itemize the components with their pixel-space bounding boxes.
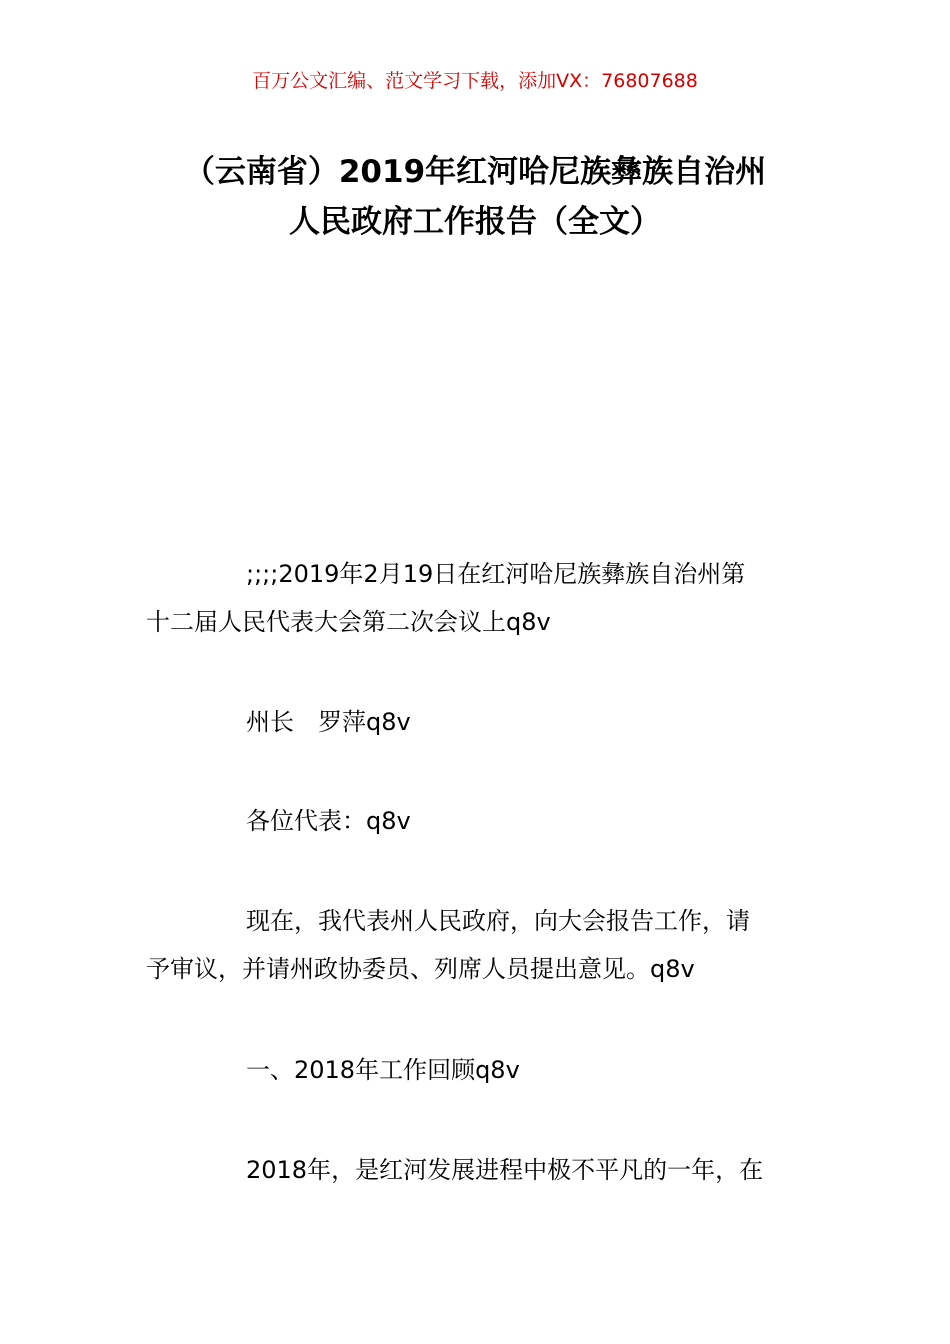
header-promo-note: 百万公文汇编、范文学习下载，添加VX：76807688 <box>252 70 698 92</box>
document-title-line-2: 人民政府工作报告（全文） <box>289 204 661 240</box>
meeting-date-line-2: 十二届人民代表大会第二次会议上q8v <box>146 608 551 636</box>
speaker-line: 州长 罗萍q8v <box>246 708 411 736</box>
meeting-date-line-1: ;;;;2019年2月19日在红河哈尼族彝族自治州第 <box>246 560 746 588</box>
document-title-line-1: （云南省）2019年红河哈尼族彝族自治州 <box>183 154 767 190</box>
section-heading-review: 一、2018年工作回顾q8v <box>246 1056 520 1084</box>
review-paragraph-line-1: 2018年，是红河发展进程中极不平凡的一年，在 <box>246 1156 764 1184</box>
intro-paragraph-line-2: 予审议，并请州政协委员、列席人员提出意见。q8v <box>146 955 695 983</box>
intro-paragraph-line-1: 现在，我代表州人民政府，向大会报告工作，请 <box>246 907 750 935</box>
salutation-line: 各位代表：q8v <box>246 807 411 835</box>
